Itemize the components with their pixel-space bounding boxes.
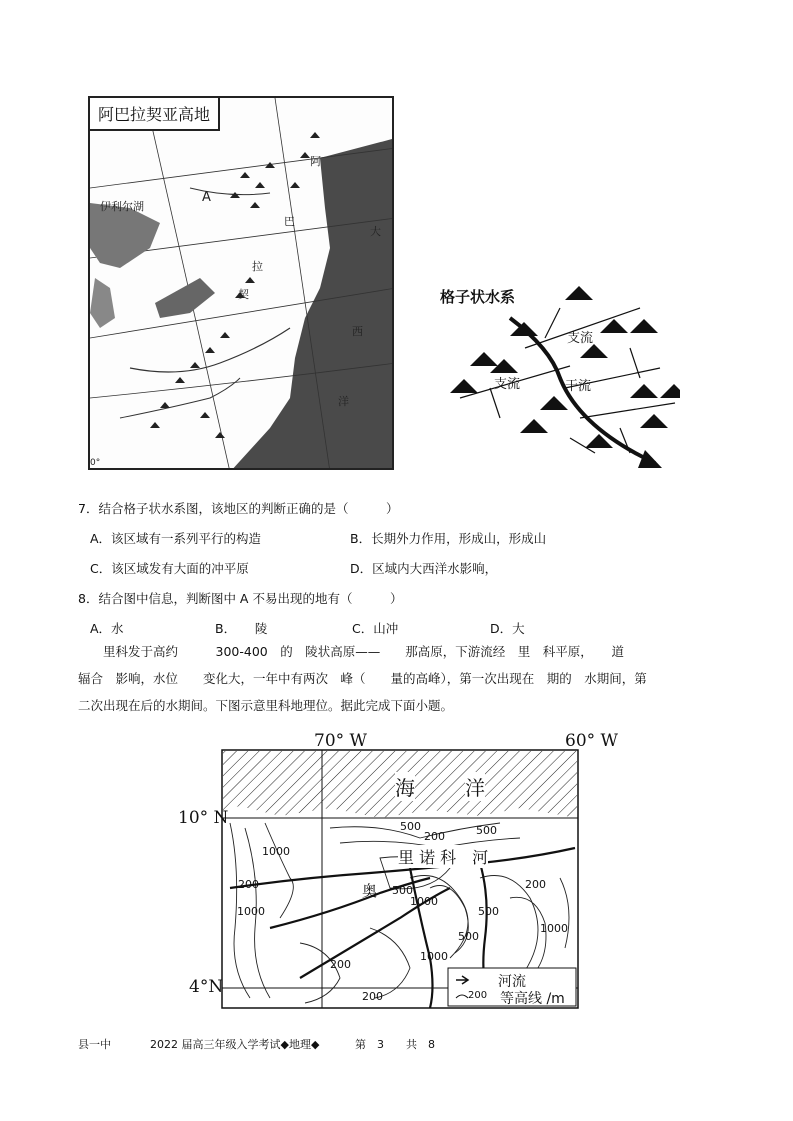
label-ocean-3: 洋 xyxy=(338,395,349,408)
longitude-70w: 70° W xyxy=(314,731,368,751)
contour-label: 200 xyxy=(362,990,383,1003)
legend-contour-value: 200 xyxy=(468,990,488,1001)
label-ocean-2: 西 xyxy=(352,325,363,338)
contour-label: 500 xyxy=(400,820,421,833)
passage-line-1: 里科发于高约 300-400 的 陵状高原—— 那高原，下游流经 里 科平原， 道 xyxy=(78,644,624,659)
label-a: A xyxy=(202,190,211,205)
label-mountain-1: 阿 xyxy=(310,155,321,168)
footer-page: 第 3 共 8 xyxy=(355,1038,435,1051)
contour-label: 200 xyxy=(330,958,351,971)
contour-label: 500 xyxy=(458,930,479,943)
sea-label-1: 海 xyxy=(395,772,415,801)
legend-river-label: 河流 xyxy=(498,974,526,990)
latitude-4n: 4°N xyxy=(189,977,224,997)
contour-label: 500 xyxy=(392,884,413,897)
label-ocean-1: 大 xyxy=(370,225,381,238)
appalachian-map xyxy=(88,96,394,470)
contour-label: 1000 xyxy=(420,950,448,963)
orinoco-river-label: 里 诺 科 河 xyxy=(398,845,488,868)
question-7-option-c: C．该区域发有大面的冲平原 xyxy=(90,561,249,576)
question-8-option-b: B． 陵 xyxy=(215,621,268,636)
contour-label: 1000 xyxy=(237,905,265,918)
question-8-option-c: C．山冲 xyxy=(352,621,399,636)
label-lake: 伊利尔湖 xyxy=(100,200,144,213)
appalachian-map-title: 阿巴拉契亚高地 xyxy=(90,98,220,131)
question-7-stem: 7．结合格子状水系图，该地区的判断正确的是（ ） xyxy=(78,501,399,516)
grid-drainage-title: 格子状水系 xyxy=(440,288,516,306)
passage-line-2: 辐合 影响，水位 变化大，一年中有两次 峰（ 量的高峰），第一次出现在 期的 水期间，第 xyxy=(78,671,647,686)
question-7-option-b: B．长期外力作用，形成山，形成山 xyxy=(350,531,547,546)
question-8-option-d: D．大 xyxy=(490,621,525,636)
appalachian-map-drawing xyxy=(90,98,394,470)
label-corner: 0° xyxy=(90,458,101,468)
label-mountain-4: 契 xyxy=(238,288,249,301)
branch-label-2: 支流 xyxy=(494,377,521,392)
region-label: 奥 xyxy=(362,882,378,900)
branch-label-1: 支流 xyxy=(567,331,594,346)
legend-contour-label: 等高线 /m xyxy=(500,991,565,1007)
contour-label: 200 xyxy=(525,878,546,891)
contour-label: 1000 xyxy=(410,895,438,908)
contour-label: 1000 xyxy=(540,922,568,935)
longitude-60w: 60° W xyxy=(565,731,619,751)
sea-label-2: 洋 xyxy=(465,772,485,801)
question-7-option-a: A．该区域有一系列平行的构造 xyxy=(90,531,262,546)
passage-line-3: 二次出现在后的水期间。下图示意里科地理位。据此完成下面小题。 xyxy=(78,698,454,713)
question-7-option-d: D．区域内大西洋水影响， xyxy=(350,561,498,576)
latitude-10n: 10° N xyxy=(178,808,229,828)
footer-exam: 2022 届高三年级入学考试◆地理◆ xyxy=(150,1038,320,1051)
footer-school: 县一中 xyxy=(78,1038,111,1051)
contour-label: 1000 xyxy=(262,845,290,858)
question-8-option-a: A．水 xyxy=(90,621,124,636)
contour-label: 500 xyxy=(478,905,499,918)
grid-drainage-diagram xyxy=(430,278,680,478)
contour-label: 500 xyxy=(476,824,497,837)
contour-label: 200 xyxy=(424,830,445,843)
main-river-label: 干流 xyxy=(565,379,592,394)
label-mountain-2: 巴 xyxy=(284,215,295,228)
question-8-stem: 8．结合图中信息，判断图中 A 不易出现的地有（ ） xyxy=(78,591,403,606)
contour-label: 200 xyxy=(238,878,259,891)
label-mountain-3: 拉 xyxy=(252,260,263,273)
